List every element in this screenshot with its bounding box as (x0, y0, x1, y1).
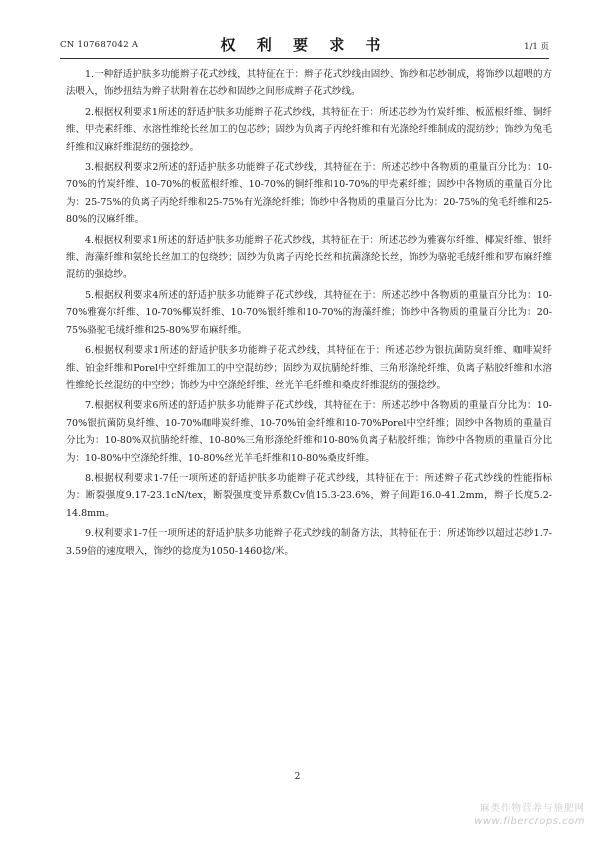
claim-3: 3.根据权利要求2所述的舒适护肤多功能辫子花式纱线，其特征在于：所述芯纱中各物质的重量百分比为：10-70%的竹炭纤维、10-70%的板蓝根纤维、10-70%的铜纤维和10-70%的甲壳素纤维；固纱中各物质的重量百分比为：25-75%的负离子丙纶纤维和25-75%有光涤纶纤维；饰纱中各物质的重量百分比为：20-75%的兔毛纤维和25-80%的汉麻纤维。 (66, 162, 552, 226)
page-number: 2 (294, 772, 301, 782)
claim-5: 5.根据权利要求4所述的舒适护肤多功能辫子花式纱线，其特征在于：所述芯纱中各物质的重量百分比为：10-70%雅赛尔纤维、10-70%椰炭纤维、10-70%银纤维和10-70%的海藻纤维；饰纱中各物质的重量百分比为：20-75%骆驼毛绒纤维和25-80%罗布麻纤维。 (66, 289, 552, 336)
claim-8: 8.根据权利要求1-7任一项所述的舒适护肤多功能辫子花式纱线，其特征在于：所述辫子花式纱线的性能指标为：断裂强度9.17-23.1cN/tex，断裂强度变异系数Cv值15.3-23.6%，辫子间距16.0-41.2mm，辫子长度5.2-14.8mm。 (66, 472, 552, 519)
claim-2: 2.根据权利要求1所述的舒适护肤多功能辫子花式纱线，其特征在于：所述芯纱为竹炭纤维、板蓝根纤维、铜纤维、甲壳素纤维、水溶性维纶长丝加工的包芯纱；固纱为负离子丙纶纤维和有光涤纶纤维制成的混纺纱；饰纱为兔毛纤维和汉麻纤维混纺的强捻纱。 (66, 106, 552, 153)
watermark-site-name: 麻类作物营养与施肥网 (479, 803, 585, 814)
header-rule (60, 58, 549, 59)
document-title: 权 利 要 求 书 (220, 36, 389, 54)
watermark (474, 800, 585, 827)
watermark-url: www.fibercrops.com (474, 816, 585, 827)
claim-7: 7.根据权利要求6所述的舒适护肤多功能辫子花式纱线，其特征在于：所述芯纱中各物质的重量百分比为：10-70%银抗菌防臭纤维、10-70%咖啡炭纤维、10-70%铂金纤维和10-70%Porel中空纤维；固纱中各物质的重量百分比为：10-80%双抗腈纶纤维、10-80%三角形涤纶纤维和10-80%负离子粘胶纤维；饰纱中各物质的重量百分比为：10-80%中空涤纶纤维、10-80%丝光羊毛纤维和10-80%桑皮纤维。 (66, 400, 552, 464)
claim-1: 1.一种舒适护肤多功能辫子花式纱线，其特征在于：辫子花式纱线由固纱、饰纱和芯纱制成，将饰纱以超喂的方法喂入，饰纱扭结为辫子状附着在芯纱和固纱之间形成辫子花式纱线。 (66, 69, 552, 98)
claims-list (66, 66, 552, 563)
publication-number: CN 107687042 A (60, 40, 139, 50)
claim-4: 4.根据权利要求1所述的舒适护肤多功能辫子花式纱线，其特征在于：所述芯纱为雅赛尔纤维、椰炭纤维、银纤维、海藻纤维和氨纶长丝加工的包绕纱；固纱为负离子丙纶长丝和抗菌涤纶长丝，饰纱为骆驼毛绒纤维和罗布麻纤维混纺的强捻纱。 (66, 234, 552, 281)
page-header (60, 34, 549, 56)
claim-6: 6.根据权利要求1所述的舒适护肤多功能辫子花式纱线，其特征在于：所述芯纱为银抗菌防臭纤维、咖啡炭纤维、铂金纤维和Porel中空纤维加工的中空混纺纱；固纱为双抗腈纶纤维、三角形涤纶纤维、负离子粘胶纤维和水溶性维纶长丝混纺的中空纱；饰纱为中空涤纶纤维、丝光羊毛纤维和桑皮纤维混纺的强捻纱。 (66, 345, 552, 391)
page-index: 1/1 页 (524, 42, 549, 52)
claim-9: 9.权利要求1-7任一项所述的舒适护肤多功能辫子花式纱线的制备方法，其特征在于：所述饰纱以超过芯纱1.7-3.59倍的速度喂入，饰纱的捻度为1050-1460捻/米。 (66, 528, 552, 557)
